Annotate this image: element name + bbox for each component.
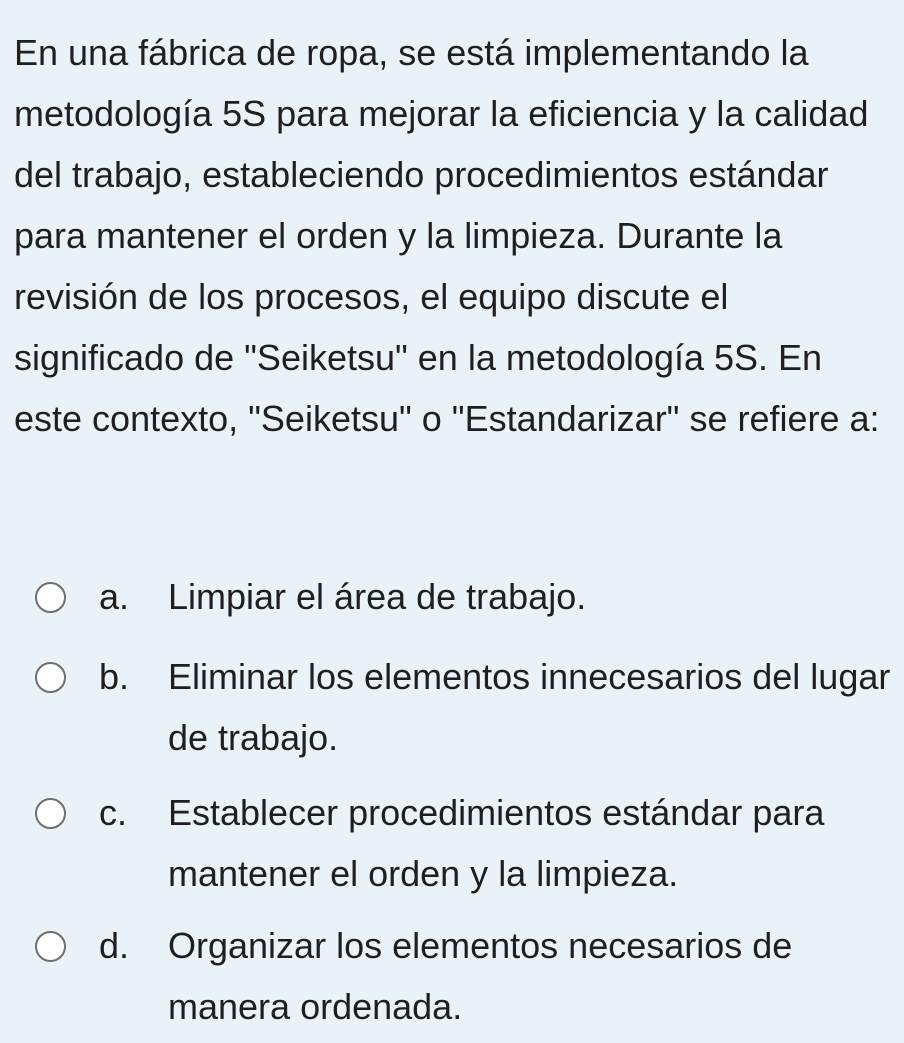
radio-button-b[interactable] <box>35 662 66 693</box>
radio-button-a[interactable] <box>35 582 66 613</box>
option-text-a: Limpiar el área de trabajo. <box>168 576 587 617</box>
option-text-d: Organizar los elementos necesarios de manera ordenada. <box>168 925 793 1027</box>
option-letter-d: d. <box>99 925 130 966</box>
radio-button-c[interactable] <box>35 798 66 829</box>
option-text-c: Establecer procedimientos estándar para mantener el orden y la limpieza. <box>168 792 825 894</box>
option-text-b: Eliminar los elementos innecesarios del lugar de trabajo. <box>168 656 891 758</box>
question-text: En una fábrica de ropa, se está implementando la metodología 5S para mejorar la eficiencia y la calidad del trabajo, estableciendo procedimientos estándar para mantener el orden y la limpieza. Durante la revisión de los procesos, el equipo discute el significado de "Seiketsu" en la metodología 5S. En este contexto, "Seiketsu" o "Estandarizar" se refiere a: <box>14 32 880 439</box>
option-letter-b: b. <box>99 656 130 697</box>
option-letter-a: a. <box>99 576 130 617</box>
radio-button-d[interactable] <box>35 931 66 962</box>
option-letter-c: c. <box>99 792 128 833</box>
